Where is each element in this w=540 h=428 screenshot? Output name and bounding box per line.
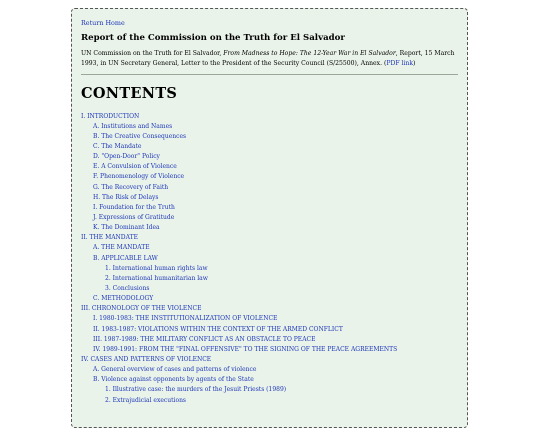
toc-item bbox=[81, 304, 458, 314]
citation-post: , Report, 15 March 1993, in UN Secretary General, Letter to the President of the Security Council (S/25500), Annex. bbox=[81, 50, 455, 67]
toc-item bbox=[81, 233, 458, 243]
toc-link[interactable]: A. THE MANDATE bbox=[93, 244, 150, 252]
toc-item bbox=[81, 314, 458, 324]
toc-item bbox=[81, 162, 458, 172]
toc-link[interactable]: I. INTRODUCTION bbox=[81, 112, 140, 120]
toc-link[interactable]: IV. CASES AND PATTERNS OF VIOLENCE bbox=[81, 355, 212, 363]
page-title: Report of the Commission on the Truth for El Salvador bbox=[81, 33, 345, 43]
toc-link[interactable]: B. The Creative Consequences bbox=[93, 132, 187, 140]
citation-paren-open: ( bbox=[383, 59, 387, 67]
toc-item bbox=[81, 264, 458, 274]
toc-link[interactable]: IV. 1989-1991: FROM THE "FINAL OFFENSIVE" TO THE SIGNING OF THE PEACE AGREEMENTS bbox=[93, 345, 398, 353]
toc-item bbox=[81, 183, 458, 193]
toc-link[interactable]: I. Foundation for the Truth bbox=[93, 203, 175, 211]
toc-item bbox=[81, 294, 458, 304]
toc-item bbox=[81, 213, 458, 223]
toc-link[interactable]: 1. Illustrative case: the murders of the Jesuit Priests (1989) bbox=[105, 386, 287, 394]
contents-heading: CONTENTS bbox=[81, 84, 178, 102]
toc-item bbox=[81, 122, 458, 132]
toc-link[interactable]: B. Violence against opponents by agents of the State bbox=[93, 376, 254, 384]
toc-item bbox=[81, 223, 458, 233]
toc-item bbox=[81, 375, 458, 385]
toc-item bbox=[81, 355, 458, 365]
toc-link[interactable]: J. Expressions of Gratitude bbox=[93, 214, 175, 221]
document-panel bbox=[71, 8, 468, 428]
toc-link[interactable]: C. The Mandate bbox=[93, 143, 142, 151]
citation-paren-close: ) bbox=[413, 59, 416, 67]
toc-item bbox=[81, 203, 458, 213]
toc-link[interactable]: 1. International human rights law bbox=[105, 264, 208, 272]
citation-pre: UN Commission on the Truth for El Salvador, bbox=[81, 50, 222, 57]
toc-item bbox=[81, 243, 458, 253]
toc-item bbox=[81, 112, 458, 122]
toc-link[interactable]: C. METHODOLOGY bbox=[93, 295, 154, 303]
toc-link[interactable]: A. Institutions and Names bbox=[93, 122, 173, 130]
toc-item bbox=[81, 193, 458, 203]
toc-link[interactable]: B. APPLICABLE LAW bbox=[93, 254, 158, 262]
toc-item bbox=[81, 274, 458, 284]
toc-link[interactable]: II. 1983-1987: VIOLATIONS WITHIN THE CONTEXT OF THE ARMED CONFLICT bbox=[93, 325, 343, 333]
toc-link[interactable]: E. A Convulsion of Violence bbox=[93, 163, 177, 171]
toc-link[interactable]: 2. Extrajudicial executions bbox=[105, 396, 187, 404]
toc-item bbox=[81, 365, 458, 375]
citation-title: From Madness to Hope: The 12-Year War in El Salvador bbox=[223, 50, 396, 57]
toc-link[interactable]: 3. Conclusions bbox=[105, 284, 150, 292]
toc-item bbox=[81, 254, 458, 264]
toc-link[interactable]: I. 1980-1983: THE INSTITUTIONALIZATION OF VIOLENCE bbox=[93, 315, 278, 323]
toc-item bbox=[81, 142, 458, 152]
citation bbox=[81, 49, 458, 69]
toc-link[interactable]: III. 1987-1989: THE MILITARY CONFLICT AS AN OBSTACLE TO PEACE bbox=[93, 335, 316, 343]
toc-link[interactable]: III. CHRONOLOGY OF THE VIOLENCE bbox=[81, 305, 202, 313]
toc-item bbox=[81, 152, 458, 162]
toc-link[interactable]: 2. International humanitarian law bbox=[105, 274, 208, 282]
toc-item bbox=[81, 172, 458, 182]
table-of-contents bbox=[81, 112, 458, 406]
toc-link[interactable]: A. General overview of cases and patterns of violence bbox=[93, 366, 257, 374]
toc-item bbox=[81, 284, 458, 294]
toc-item bbox=[81, 335, 458, 345]
toc-item bbox=[81, 345, 458, 355]
toc-link[interactable]: II. THE MANDATE bbox=[81, 234, 138, 242]
toc-item bbox=[81, 325, 458, 335]
toc-link[interactable]: H. The Risk of Delays bbox=[93, 193, 159, 201]
pdf-link[interactable]: PDF link bbox=[386, 59, 414, 67]
toc-link[interactable]: K. The Dominant Idea bbox=[93, 224, 160, 232]
toc-item bbox=[81, 132, 458, 142]
toc-link[interactable]: G. The Recovery of Faith bbox=[93, 183, 169, 191]
toc-item bbox=[81, 396, 458, 406]
toc-link[interactable]: F. Phenomenology of Violence bbox=[93, 173, 185, 181]
divider bbox=[81, 74, 458, 75]
toc-item bbox=[81, 385, 458, 395]
return-home-link[interactable]: Return Home bbox=[81, 19, 125, 27]
toc-link[interactable]: D. "Open-Door" Policy bbox=[93, 153, 160, 161]
